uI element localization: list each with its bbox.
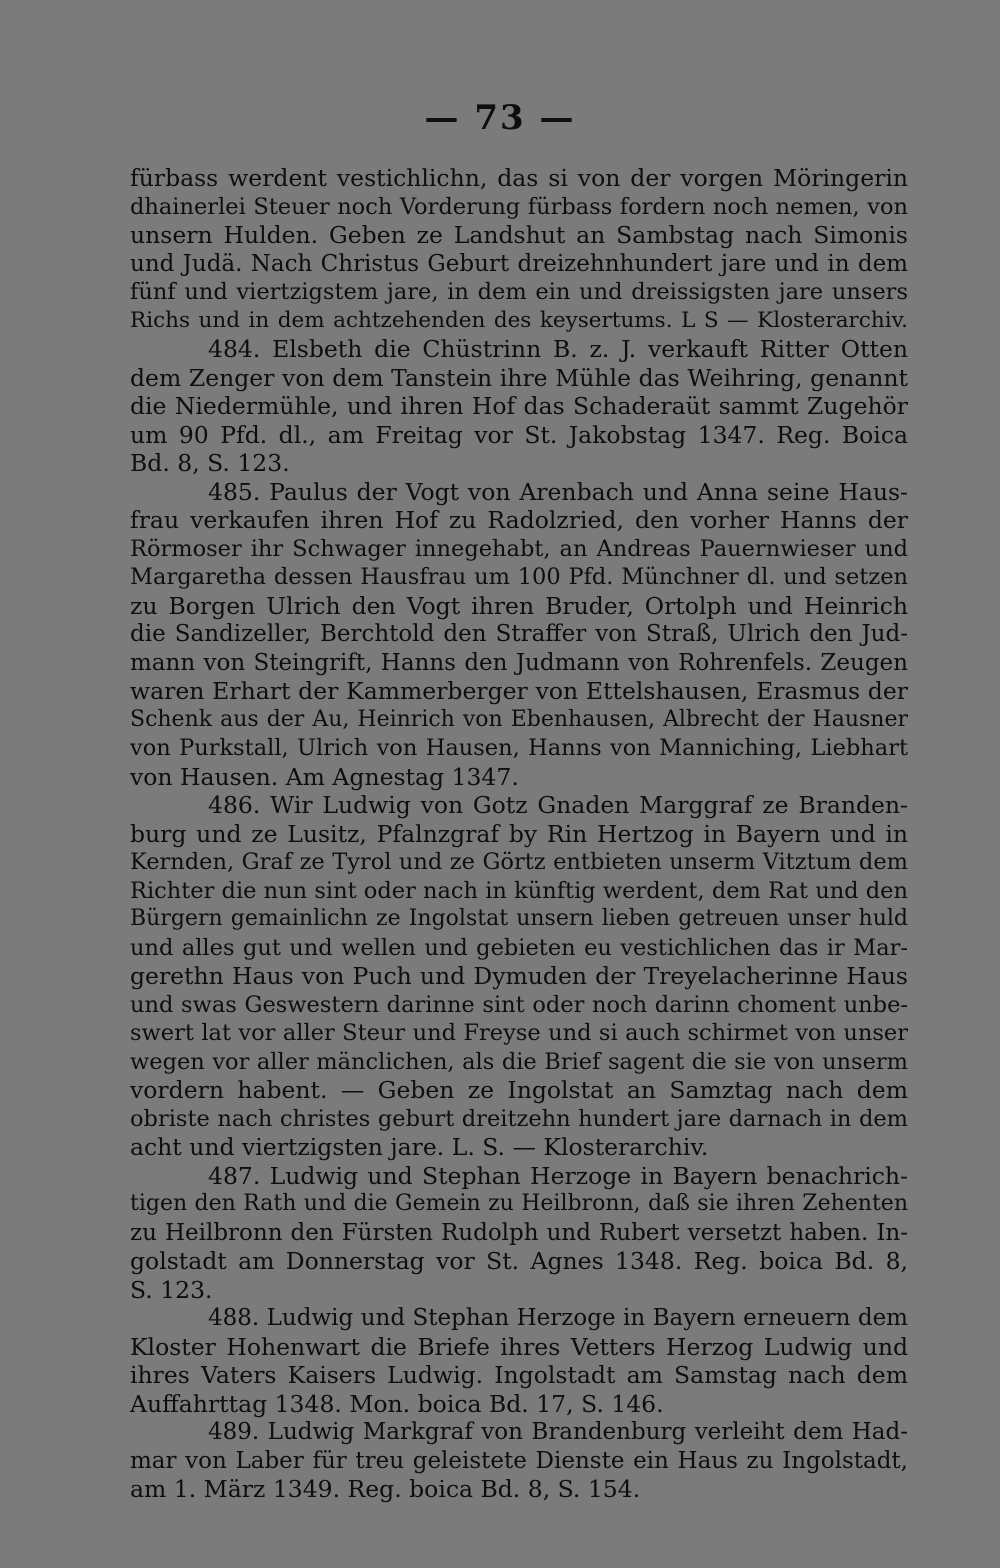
text-line: waren Erhart der Kammerberger von Ettelshausen, Erasmus der	[130, 677, 908, 705]
text-line: um 90 Pfd. dl., am Freitag vor St. Jakobstag 1347. Reg. Boica	[130, 420, 908, 449]
text-line: Bd. 8, S. 123.	[130, 449, 290, 477]
text-line: von Purkstall, Ulrich von Hausen, Hanns von Manniching, Liebhart	[130, 735, 908, 761]
text-line: fünf und viertzigstem jare, in dem ein und dreissigsten jare unsers	[130, 279, 908, 305]
text-line: zu Heilbronn den Fürsten Rudolph und Rubert versetzt haben. In-	[130, 1219, 908, 1246]
text-line: Schenk aus der Au, Heinrich von Ebenhausen, Albrecht der Hausner	[130, 706, 908, 732]
text-line: wegen vor aller mänclichen, als die Brief sagent die sie von unserm	[130, 1048, 908, 1075]
text-line: mar von Laber für treu geleistete Dienste ein Haus zu Ingolstadt,	[130, 1447, 908, 1474]
text-line: unsern Hulden. Geben ze Landshut an Sambstag nach Simonis	[130, 221, 908, 249]
text-line: und Judä. Nach Christus Geburt dreizehnhundert jare und in dem	[130, 250, 908, 277]
text-line: 487. Ludwig und Stephan Herzoge in Bayern benachrich-	[208, 1161, 908, 1190]
text-line: swert lat vor aller Steur und Freyse und si auch schirmet von unser	[130, 1020, 908, 1046]
text-line: Richter die nun sint oder nach in künftig werdent, dem Rat und den	[130, 877, 908, 904]
text-line: tigen den Rath und die Gemein zu Heilbronn, daß sie ihren Zehenten	[130, 1191, 908, 1216]
text-line: 489. Ludwig Markgraf von Brandenburg verleiht dem Had-	[208, 1419, 908, 1445]
text-line: die Sandizeller, Berchtold den Straffer von Straß, Ulrich den Jud-	[130, 621, 908, 647]
text-line: ihres Vaters Kaisers Ludwig. Ingolstadt am Samstag nach dem	[130, 1361, 908, 1389]
text-line: zu Borgen Ulrich den Vogt ihren Bruder, Ortolph und Heinrich	[130, 591, 908, 620]
text-line: acht und viertzigsten jare. L. S. — Klosterarchiv.	[130, 1133, 709, 1161]
text-line: obriste nach christes geburt dreitzehn hundert jare darnach in dem	[130, 1105, 908, 1132]
body-text	[130, 164, 908, 1504]
page-number: — 73 —	[424, 98, 576, 138]
text-line: Kloster Hohenwart die Briefe ihres Vetters Herzog Ludwig und	[130, 1332, 908, 1361]
text-line: am 1. März 1349. Reg. boica Bd. 8, S. 154.	[130, 1475, 641, 1503]
text-line: vordern habent. — Geben ze Ingolstat an Samztag nach dem	[130, 1076, 908, 1104]
text-line: dhainerlei Steuer noch Vorderung fürbass fordern noch nemen, von	[130, 193, 908, 220]
text-line: die Niedermühle, und ihren Hof das Schaderaüt sammt Zugehör	[130, 392, 908, 420]
text-line: 486. Wir Ludwig von Gotz Gnaden Marggraf ze Branden-	[208, 791, 908, 819]
text-line: frau verkaufen ihren Hof zu Radolzried, den vorher Hanns der	[130, 506, 908, 534]
text-line: 488. Ludwig und Stephan Herzoge in Bayern erneuern dem	[208, 1305, 908, 1331]
text-line: Rörmoser ihr Schwager innegehabt, an Andreas Pauernwieser und	[130, 535, 908, 562]
text-line: 485. Paulus der Vogt von Arenbach und Anna seine Haus-	[208, 477, 908, 506]
text-line: von Hausen. Am Agnestag 1347.	[130, 762, 519, 791]
text-line: S. 123.	[130, 1275, 213, 1304]
text-line: Auffahrttag 1348. Mon. boica Bd. 17, S. 146.	[130, 1389, 664, 1418]
text-line: Margaretha dessen Hausfrau um 100 Pfd. Münchner dl. und setzen	[130, 564, 908, 590]
text-line: golstadt am Donnerstag vor St. Agnes 1348. Reg. boica Bd. 8,	[130, 1247, 908, 1275]
text-line: mann von Steingrift, Hanns den Judmann von Rohrenfels. Zeugen	[130, 649, 908, 676]
text-line: Bürgern gemainlichn ze Ingolstat unsern lieben getreuen unser huld	[130, 906, 908, 931]
text-line: burg und ze Lusitz, Pfalnzgraf by Rin Hertzog in Bayern und in	[130, 819, 908, 848]
text-line: dem Zenger von dem Tanstein ihre Mühle das Weihring, genannt	[130, 363, 908, 392]
text-line: und alles gut und wellen und gebieten eu vestichlichen das ir Mar-	[130, 934, 908, 961]
text-line: 484. Elsbeth die Chüstrinn B. z. J. verkauft Ritter Otten	[208, 335, 908, 363]
text-line: und swas Geswestern darinne sint oder noch darinn choment unbe-	[130, 991, 908, 1018]
text-line: gerethn Haus von Puch und Dymuden der Treyelacherinne Haus	[130, 962, 908, 990]
text-line: Richs und in dem achtzehenden des keysertums. L S — Klosterarchiv.	[130, 307, 908, 333]
text-line: fürbass werdent vestichlichn, das si von der vorgen Möringerin	[130, 164, 908, 192]
text-line: Kernden, Graf ze Tyrol und ze Görtz entbieten unserm Vitztum dem	[130, 849, 908, 875]
